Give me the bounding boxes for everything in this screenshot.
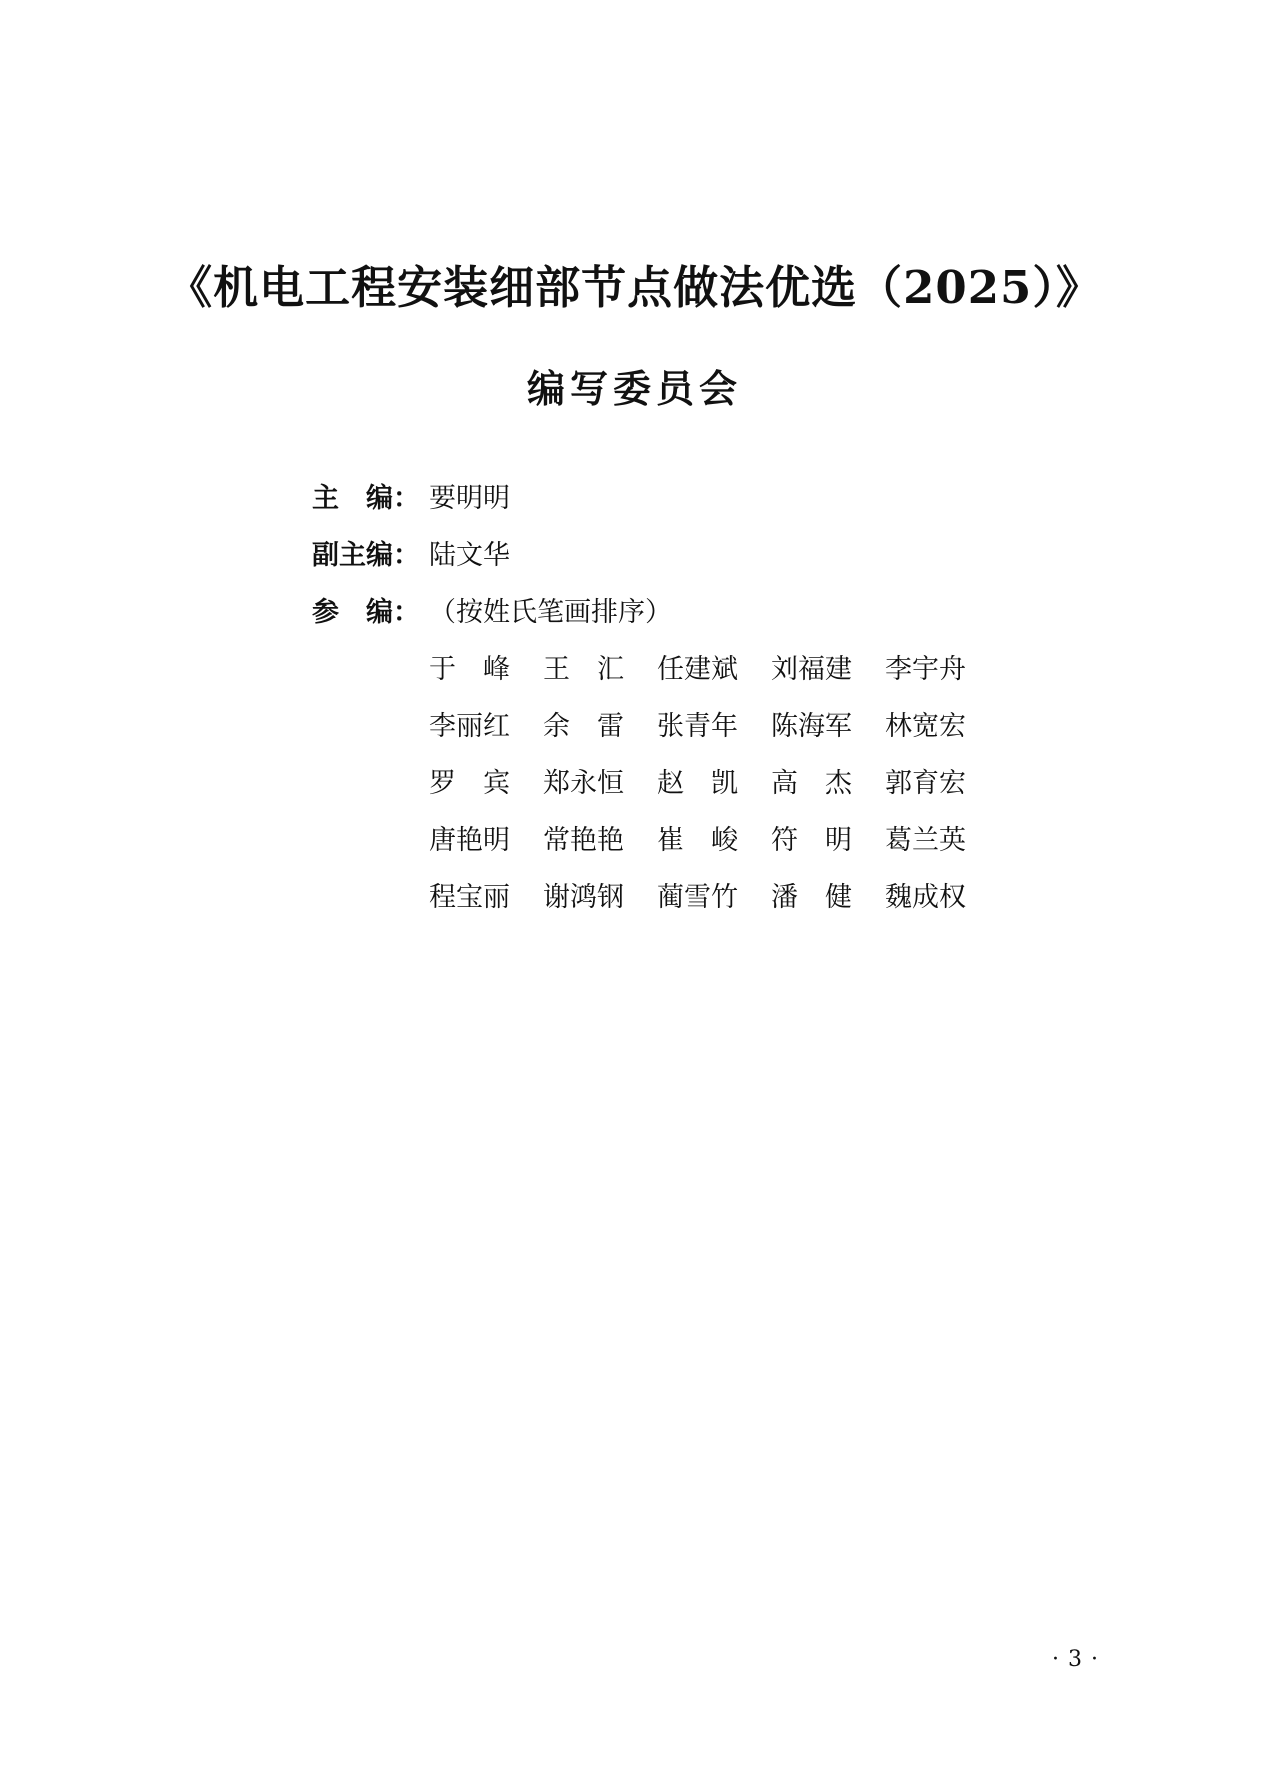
- deputy-editor-line: [312, 527, 1072, 584]
- contributor-name: 常艳艳: [543, 825, 624, 856]
- contributor-name: 高 杰: [771, 768, 852, 799]
- contributor-name: 刘福建: [771, 654, 852, 685]
- contributors-row: [312, 812, 1072, 869]
- page-number: · 3 ·: [1052, 1647, 1099, 1672]
- contributor-name: 林宽宏: [885, 711, 966, 742]
- contributor-name: 赵 凯: [657, 768, 738, 799]
- contributor-name: 张青年: [657, 711, 738, 742]
- contributor-name: 王 汇: [543, 654, 624, 685]
- contributors-label: 参 编：: [312, 597, 420, 628]
- book-title: 《机电工程安装细部节点做法优选（2025）》: [167, 261, 1102, 314]
- contributor-name: 余 雷: [543, 711, 624, 742]
- contributors-row: [312, 641, 1072, 698]
- contributor-name: 葛兰英: [885, 825, 966, 856]
- contributors-row: [312, 698, 1072, 755]
- contributor-name: 于 峰: [429, 654, 510, 685]
- contributors-sort-note: （按姓氏笔画排序）: [429, 597, 672, 628]
- editor-in-chief-label: 主 编：: [312, 483, 420, 514]
- contributor-name: 魏成权: [885, 882, 966, 913]
- contributor-name: 李丽红: [429, 711, 510, 742]
- contributors-row: [312, 755, 1072, 812]
- contributors-row: [312, 869, 1072, 926]
- contributor-name: 潘 健: [771, 882, 852, 913]
- contributor-name: 陈海军: [771, 711, 852, 742]
- editor-in-chief-name: 要明明: [429, 483, 510, 514]
- contributor-name: 罗 宾: [429, 768, 510, 799]
- contributor-name: 郑永恒: [543, 768, 624, 799]
- contributor-name: 唐艳明: [429, 825, 510, 856]
- committee-heading: 编写委员会: [526, 366, 742, 411]
- contributor-name: 谢鸿钢: [543, 882, 624, 913]
- deputy-editor-name: 陆文华: [429, 540, 510, 571]
- committee-list: [312, 470, 1072, 926]
- contributor-name: 符 明: [771, 825, 852, 856]
- contributors-line: [312, 584, 1072, 641]
- contributor-name: 李宇舟: [885, 654, 966, 685]
- contributor-name: 崔 峻: [657, 825, 738, 856]
- editor-in-chief-line: [312, 470, 1072, 527]
- contributor-name: 郭育宏: [885, 768, 966, 799]
- contributor-name: 程宝丽: [429, 882, 510, 913]
- contributor-name: 任建斌: [657, 654, 738, 685]
- contributor-name: 蔺雪竹: [657, 882, 738, 913]
- deputy-editor-label: 副主编：: [312, 540, 420, 571]
